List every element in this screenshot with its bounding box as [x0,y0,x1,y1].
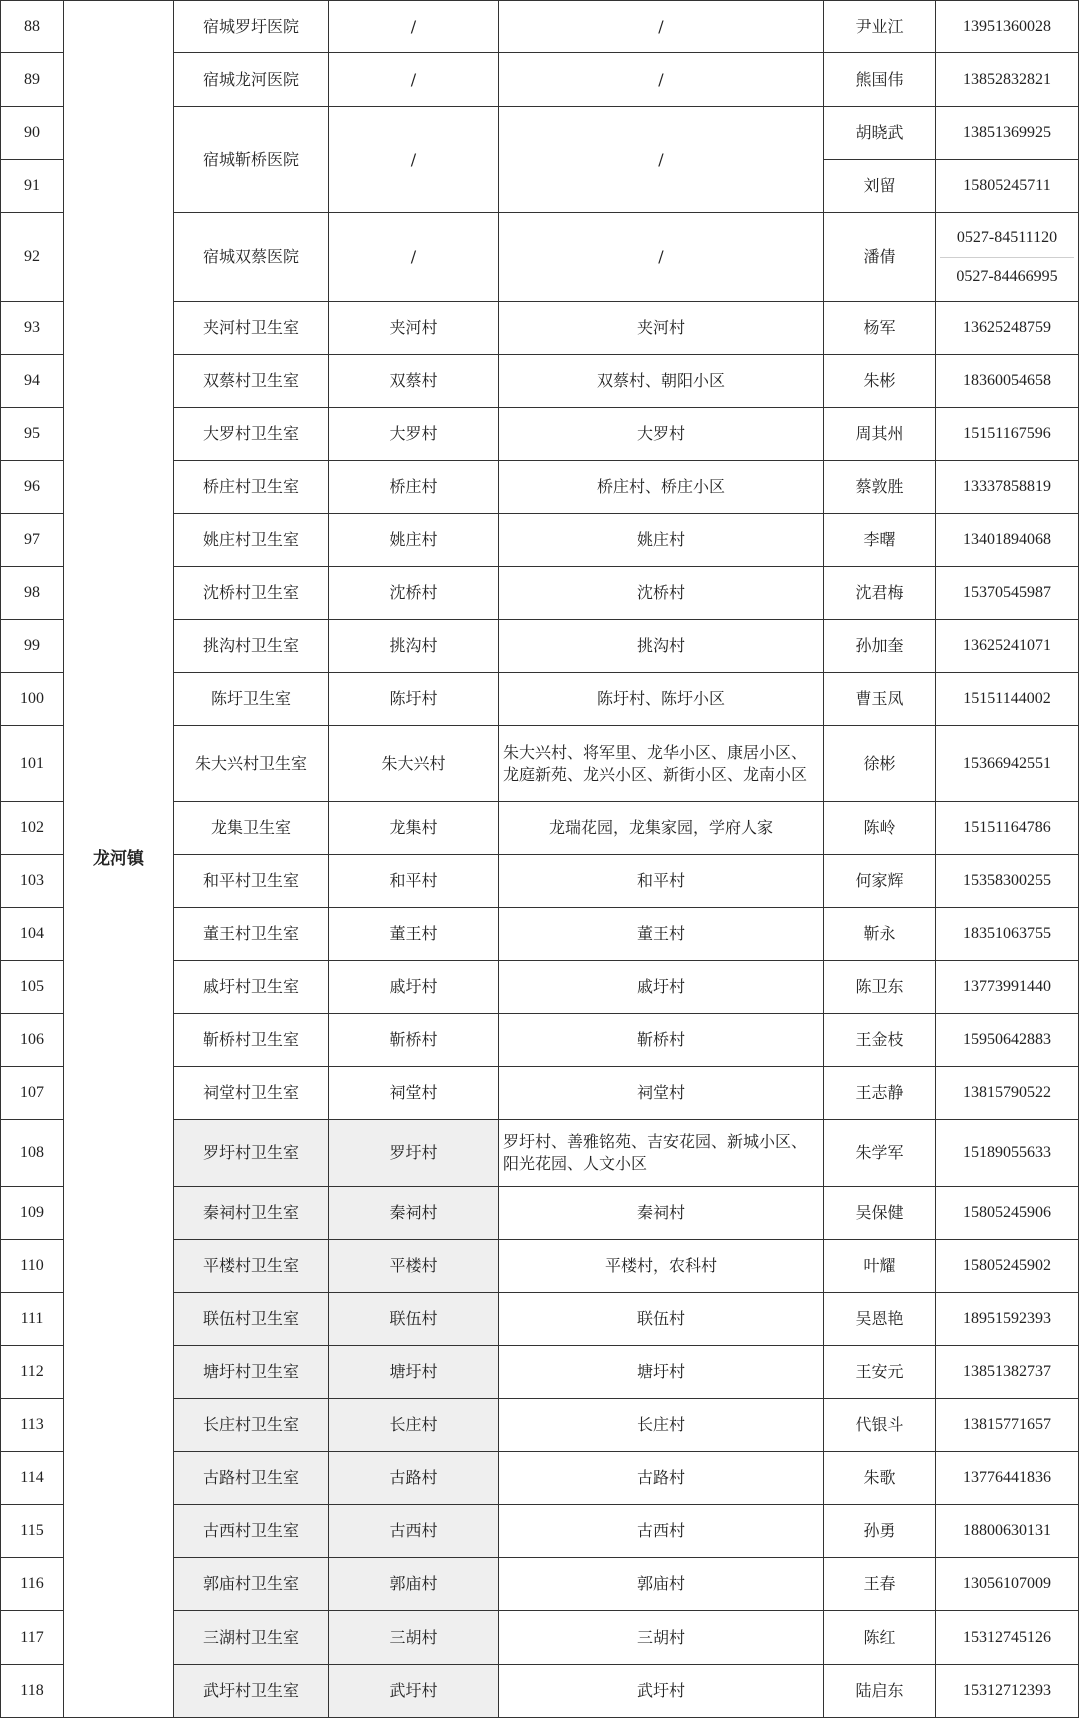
village-name: 古路村 [329,1452,499,1505]
village-name: 古西村 [329,1505,499,1558]
contact-name: 王志静 [824,1067,936,1120]
row-number: 109 [1,1187,64,1240]
contact-name: 王安元 [824,1346,936,1399]
village-name: / [329,107,499,213]
contact-name: 孙勇 [824,1505,936,1558]
service-area: 沈桥村 [499,567,824,620]
village-name: 夹河村 [329,302,499,355]
contact-phone: 18800630131 [936,1505,1079,1558]
village-name: 董王村 [329,908,499,961]
contact-phone: 15312745126 [936,1611,1079,1665]
contact-name: 沈君梅 [824,567,936,620]
contact-name: 陈卫东 [824,961,936,1014]
institution-name: 平楼村卫生室 [174,1240,329,1293]
contact-phone: 18351063755 [936,908,1079,961]
row-number: 105 [1,961,64,1014]
service-area: 靳桥村 [499,1014,824,1067]
village-name: 和平村 [329,855,499,908]
contact-phone: 15358300255 [936,855,1079,908]
village-name: 桥庄村 [329,461,499,514]
institution-name: 陈圩卫生室 [174,673,329,726]
row-number: 100 [1,673,64,726]
institution-name: 沈桥村卫生室 [174,567,329,620]
contact-name: 靳永 [824,908,936,961]
service-area: 武圩村 [499,1665,824,1718]
institution-name: 和平村卫生室 [174,855,329,908]
service-area: 塘圩村 [499,1346,824,1399]
contact-name: 陆启东 [824,1665,936,1718]
service-area: 朱大兴村、将军里、龙华小区、康居小区、龙庭新苑、龙兴小区、新街小区、龙南小区 [499,726,824,802]
village-name: 大罗村 [329,408,499,461]
institution-name: 桥庄村卫生室 [174,461,329,514]
institution-name: 戚圩村卫生室 [174,961,329,1014]
contact-phone: 18951592393 [936,1293,1079,1346]
village-name: 平楼村 [329,1240,499,1293]
row-number: 113 [1,1399,64,1452]
village-name: 双蔡村 [329,355,499,408]
table-row [1,1,1079,53]
row-number: 98 [1,567,64,620]
contact-phone: 15370545987 [936,567,1079,620]
contact-phone: 13625248759 [936,302,1079,355]
contact-phone: 15366942551 [936,726,1079,802]
service-area: 陈圩村、陈圩小区 [499,673,824,726]
row-number: 104 [1,908,64,961]
village-name: 武圩村 [329,1665,499,1718]
service-area: 古路村 [499,1452,824,1505]
contact-name: 周其州 [824,408,936,461]
institution-name: 祠堂村卫生室 [174,1067,329,1120]
contact-name: 胡晓武 [824,107,936,160]
row-number: 93 [1,302,64,355]
contact-phone: 15151167596 [936,408,1079,461]
town-name: 龙河镇 [64,1,174,1718]
service-area: 祠堂村 [499,1067,824,1120]
row-number: 107 [1,1067,64,1120]
village-name: / [329,1,499,53]
village-name: 姚庄村 [329,514,499,567]
contact-name: 潘倩 [824,213,936,302]
contact-phone-cell [936,213,1079,302]
contact-name: 朱彬 [824,355,936,408]
row-number: 91 [1,160,64,213]
contact-phone: 15805245906 [936,1187,1079,1240]
service-area: 长庄村 [499,1399,824,1452]
contact-phone: 13851382737 [936,1346,1079,1399]
village-name: 罗圩村 [329,1120,499,1187]
row-number: 116 [1,1558,64,1611]
row-number: 92 [1,213,64,302]
institution-name: 宿城龙河医院 [174,53,329,107]
service-area: 桥庄村、桥庄小区 [499,461,824,514]
row-number: 118 [1,1665,64,1718]
contact-phone: 0527-84511120 [940,227,1074,258]
contact-phone: 15151144002 [936,673,1079,726]
institution-name: 朱大兴村卫生室 [174,726,329,802]
contact-name: 代银斗 [824,1399,936,1452]
service-area: 挑沟村 [499,620,824,673]
contact-phone: 13815790522 [936,1067,1079,1120]
contact-phone: 13773991440 [936,961,1079,1014]
village-name: 戚圩村 [329,961,499,1014]
row-number: 108 [1,1120,64,1187]
row-number: 89 [1,53,64,107]
contact-name: 吴保健 [824,1187,936,1240]
contact-name: 孙加奎 [824,620,936,673]
service-area: 姚庄村 [499,514,824,567]
contact-phone: 15805245711 [936,160,1079,213]
institution-name: 罗圩村卫生室 [174,1120,329,1187]
contact-name: 曹玉凤 [824,673,936,726]
service-area: 秦祠村 [499,1187,824,1240]
service-area: 和平村 [499,855,824,908]
institution-name: 宿城罗圩医院 [174,1,329,53]
row-number: 111 [1,1293,64,1346]
service-area: / [499,1,824,53]
contact-phone: 15950642883 [936,1014,1079,1067]
row-number: 114 [1,1452,64,1505]
contact-name: 吴恩艳 [824,1293,936,1346]
institution-name: 龙集卫生室 [174,802,329,855]
institution-name: 古路村卫生室 [174,1452,329,1505]
contact-phone: 15151164786 [936,802,1079,855]
village-name: 郭庙村 [329,1558,499,1611]
village-name: 陈圩村 [329,673,499,726]
contact-phone: 15189055633 [936,1120,1079,1187]
row-number: 112 [1,1346,64,1399]
village-name: / [329,213,499,302]
institution-name: 宿城靳桥医院 [174,107,329,213]
row-number: 90 [1,107,64,160]
service-area: 罗圩村、善雅铭苑、吉安花园、新城小区、阳光花园、人文小区 [499,1120,824,1187]
row-number: 97 [1,514,64,567]
service-area: 戚圩村 [499,961,824,1014]
institution-name: 靳桥村卫生室 [174,1014,329,1067]
village-name: 秦祠村 [329,1187,499,1240]
contact-name: 刘留 [824,160,936,213]
institution-name: 秦祠村卫生室 [174,1187,329,1240]
row-number: 102 [1,802,64,855]
service-area: 龙瑞花园，龙集家园，学府人家 [499,802,824,855]
village-name: / [329,53,499,107]
contact-phone: 13401894068 [936,514,1079,567]
contact-name: 何家辉 [824,855,936,908]
village-name: 龙集村 [329,802,499,855]
row-number: 101 [1,726,64,802]
row-number: 115 [1,1505,64,1558]
contact-phone: 13776441836 [936,1452,1079,1505]
service-area: 平楼村，农科村 [499,1240,824,1293]
contact-phone: 18360054658 [936,355,1079,408]
contact-phone: 15312712393 [936,1665,1079,1718]
contact-name: 杨军 [824,302,936,355]
village-name: 沈桥村 [329,567,499,620]
village-name: 三胡村 [329,1611,499,1665]
institution-name: 三湖村卫生室 [174,1611,329,1665]
institution-name: 大罗村卫生室 [174,408,329,461]
row-number: 110 [1,1240,64,1293]
contact-name: 叶耀 [824,1240,936,1293]
contact-name: 徐彬 [824,726,936,802]
contact-phone: 13625241071 [936,620,1079,673]
row-number: 103 [1,855,64,908]
service-area: 三胡村 [499,1611,824,1665]
institution-name: 古西村卫生室 [174,1505,329,1558]
institution-name: 挑沟村卫生室 [174,620,329,673]
contact-name: 蔡敦胜 [824,461,936,514]
institution-name: 董王村卫生室 [174,908,329,961]
institution-name: 姚庄村卫生室 [174,514,329,567]
contact-phone: 13852832821 [936,53,1079,107]
row-number: 117 [1,1611,64,1665]
service-area: / [499,213,824,302]
village-name: 朱大兴村 [329,726,499,802]
contact-phone: 13815771657 [936,1399,1079,1452]
contact-name: 王春 [824,1558,936,1611]
row-number: 99 [1,620,64,673]
row-number: 95 [1,408,64,461]
row-number: 88 [1,1,64,53]
contact-name: 朱学军 [824,1120,936,1187]
contact-name: 王金枝 [824,1014,936,1067]
row-number: 96 [1,461,64,514]
contact-name: 李曙 [824,514,936,567]
village-name: 祠堂村 [329,1067,499,1120]
village-name: 塘圩村 [329,1346,499,1399]
contact-phone: 13951360028 [936,1,1079,53]
contact-name: 陈红 [824,1611,936,1665]
row-number: 94 [1,355,64,408]
contact-name: 尹业江 [824,1,936,53]
institution-name: 联伍村卫生室 [174,1293,329,1346]
village-name: 长庄村 [329,1399,499,1452]
institution-name: 双蔡村卫生室 [174,355,329,408]
village-name: 挑沟村 [329,620,499,673]
service-area: 夹河村 [499,302,824,355]
contact-name: 朱歌 [824,1452,936,1505]
service-area: 联伍村 [499,1293,824,1346]
institution-name: 长庄村卫生室 [174,1399,329,1452]
row-number: 106 [1,1014,64,1067]
institution-name: 郭庙村卫生室 [174,1558,329,1611]
village-name: 联伍村 [329,1293,499,1346]
service-area: / [499,53,824,107]
contact-name: 熊国伟 [824,53,936,107]
contact-phone: 13851369925 [936,107,1079,160]
contact-phone: 15805245902 [936,1240,1079,1293]
institution-name: 宿城双蔡医院 [174,213,329,302]
service-area: 大罗村 [499,408,824,461]
service-area: / [499,107,824,213]
institution-name: 塘圩村卫生室 [174,1346,329,1399]
institution-name: 夹河村卫生室 [174,302,329,355]
service-area: 董王村 [499,908,824,961]
village-name: 靳桥村 [329,1014,499,1067]
contact-phone: 13337858819 [936,461,1079,514]
contact-phone-secondary: 0527-84466995 [956,267,1058,285]
service-area: 双蔡村、朝阳小区 [499,355,824,408]
service-area: 古西村 [499,1505,824,1558]
service-area: 郭庙村 [499,1558,824,1611]
contact-phone: 13056107009 [936,1558,1079,1611]
institution-name: 武圩村卫生室 [174,1665,329,1718]
contact-name: 陈岭 [824,802,936,855]
